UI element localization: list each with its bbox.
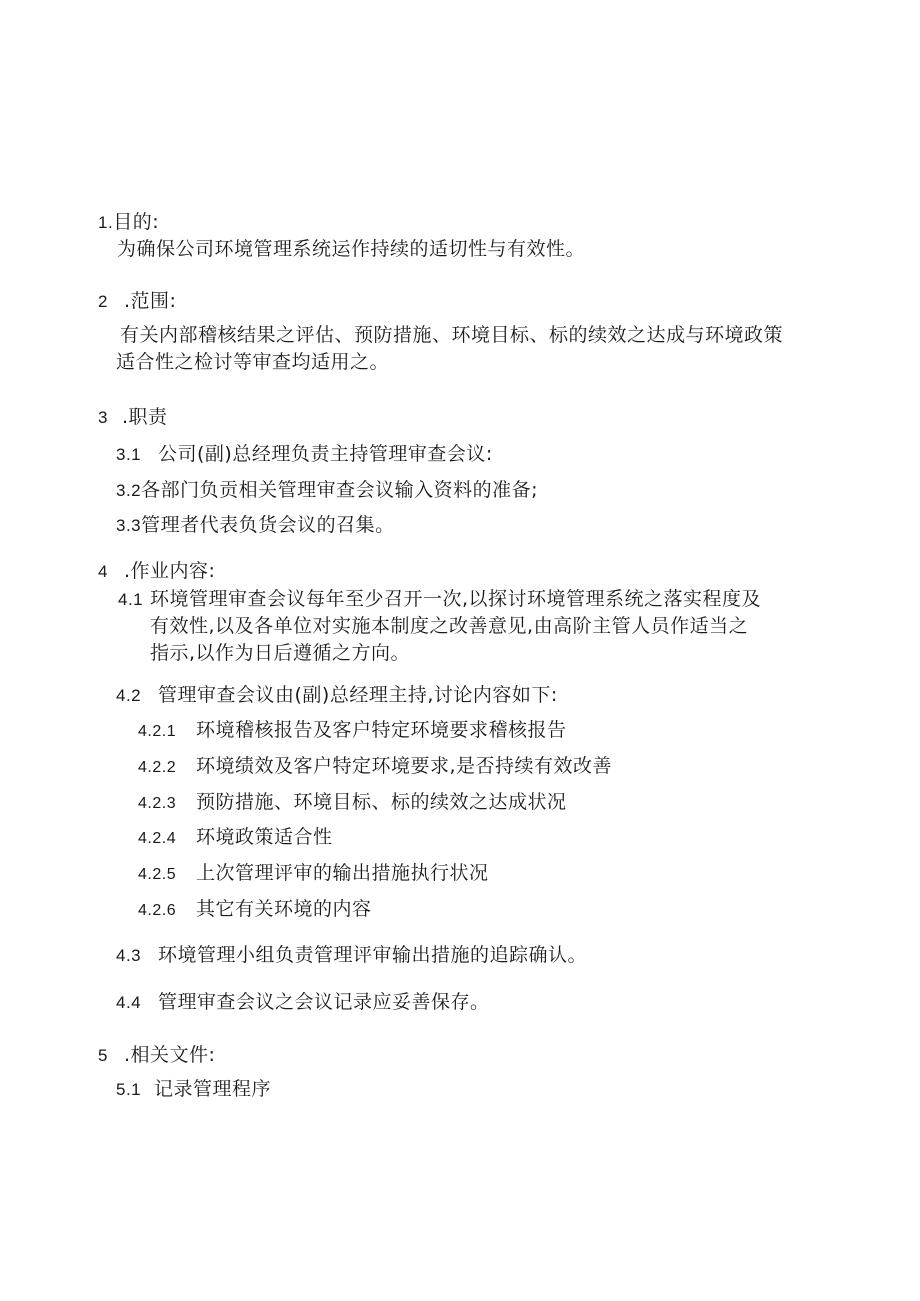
subitem-4-2-4 — [138, 825, 333, 851]
section-number: 3 — [98, 408, 108, 427]
item-number: 4.4 — [116, 993, 142, 1012]
work-item-4-2 — [116, 683, 558, 708]
section-5-heading — [98, 1043, 215, 1068]
item-number: 4.3 — [116, 946, 142, 965]
subitem-text: 环境绩效及客户特定环境要求,是否持续有效改善 — [196, 755, 613, 777]
item-number: 4.2 — [116, 686, 142, 705]
section-3-heading — [98, 405, 168, 430]
subitem-4-2-1 — [138, 718, 567, 744]
work-item-4-1-line-3: 指示,以作为日后遵循之方向。 — [150, 642, 411, 664]
item-number: 3.2 — [116, 481, 142, 500]
related-doc-item-5-1 — [116, 1077, 271, 1102]
section-number: 5 — [98, 1046, 108, 1065]
subitem-text: 其它有关环境的内容 — [196, 898, 372, 920]
item-number: 3.3 — [116, 516, 142, 535]
item-text: 管理审查会议之会议记录应妥善保存。 — [158, 991, 490, 1013]
section-2-heading — [98, 289, 176, 314]
work-item-4-1-line-1 — [118, 587, 761, 612]
subitem-4-2-5 — [138, 861, 489, 887]
subitem-number: 4.2.4 — [138, 830, 177, 847]
item-number: 5.1 — [116, 1080, 142, 1099]
section-4-heading — [98, 559, 215, 584]
section-2-body-line-2: 适合性之检讨等审查均适用之。 — [116, 351, 390, 373]
section-2-body-line-1: 有关内部稽核结果之评估、预防措施、环境目标、标的续效之达成与环境政策 — [120, 324, 784, 346]
duty-item-3-2 — [116, 478, 538, 503]
item-text: 管理者代表负货会议的召集。 — [141, 514, 395, 536]
subitem-number: 4.2.5 — [138, 866, 177, 883]
item-number: 4.1 — [118, 590, 144, 609]
subitem-4-2-2 — [138, 754, 612, 780]
subitem-number: 4.2.3 — [138, 795, 177, 812]
section-1-heading — [98, 210, 159, 235]
item-text: 各部门负贡相关管理审查会议输入资料的准备; — [141, 479, 539, 501]
section-title: 目的: — [113, 211, 160, 233]
duty-item-3-3 — [116, 513, 395, 538]
section-number: 4 — [98, 562, 108, 581]
section-number: 1. — [98, 213, 114, 232]
work-item-4-1-line-2: 有效性,以及各单位对实施本制度之改善意见,由高阶主管人员作适当之 — [150, 615, 749, 637]
subitem-text: 预防措施、环境目标、标的续效之达成状况 — [196, 791, 567, 813]
item-number: 3.1 — [116, 445, 142, 464]
subitem-number: 4.2.6 — [138, 902, 177, 919]
subitem-number: 4.2.2 — [138, 759, 177, 776]
item-text: 公司(副)总经理负责主持管理审查会议: — [158, 443, 493, 465]
item-text: 管理审查会议由(副)总经理主持,讨论内容如下: — [158, 684, 558, 706]
subitem-text: 上次管理评审的输出措施执行状况 — [196, 862, 489, 884]
section-1-body: 为确保公司环境管理系统运作持续的适切性与有效性。 — [117, 238, 586, 260]
section-number: 2 — [98, 292, 108, 311]
work-item-4-4 — [116, 990, 490, 1015]
item-text: 环境管理审查会议每年至少召开一次,以探讨环境管理系统之落实程度及 — [150, 588, 762, 610]
subitem-text: 环境稽核报告及客户特定环境要求稽核报告 — [196, 719, 567, 741]
subitem-4-2-3 — [138, 790, 567, 816]
subitem-number: 4.2.1 — [138, 723, 177, 740]
item-text: 环境管理小组负责管理评审输出措施的追踪确认。 — [158, 944, 588, 966]
duty-item-3-1 — [116, 442, 493, 467]
subitem-text: 环境政策适合性 — [196, 826, 333, 848]
section-title: .作业内容: — [124, 560, 216, 582]
subitem-4-2-6 — [138, 897, 372, 923]
section-title: .范围: — [124, 290, 177, 312]
work-item-4-3 — [116, 943, 587, 968]
item-text: 记录管理程序 — [154, 1078, 272, 1100]
section-title: .相关文件: — [124, 1044, 216, 1066]
section-title: .职责 — [122, 406, 168, 428]
